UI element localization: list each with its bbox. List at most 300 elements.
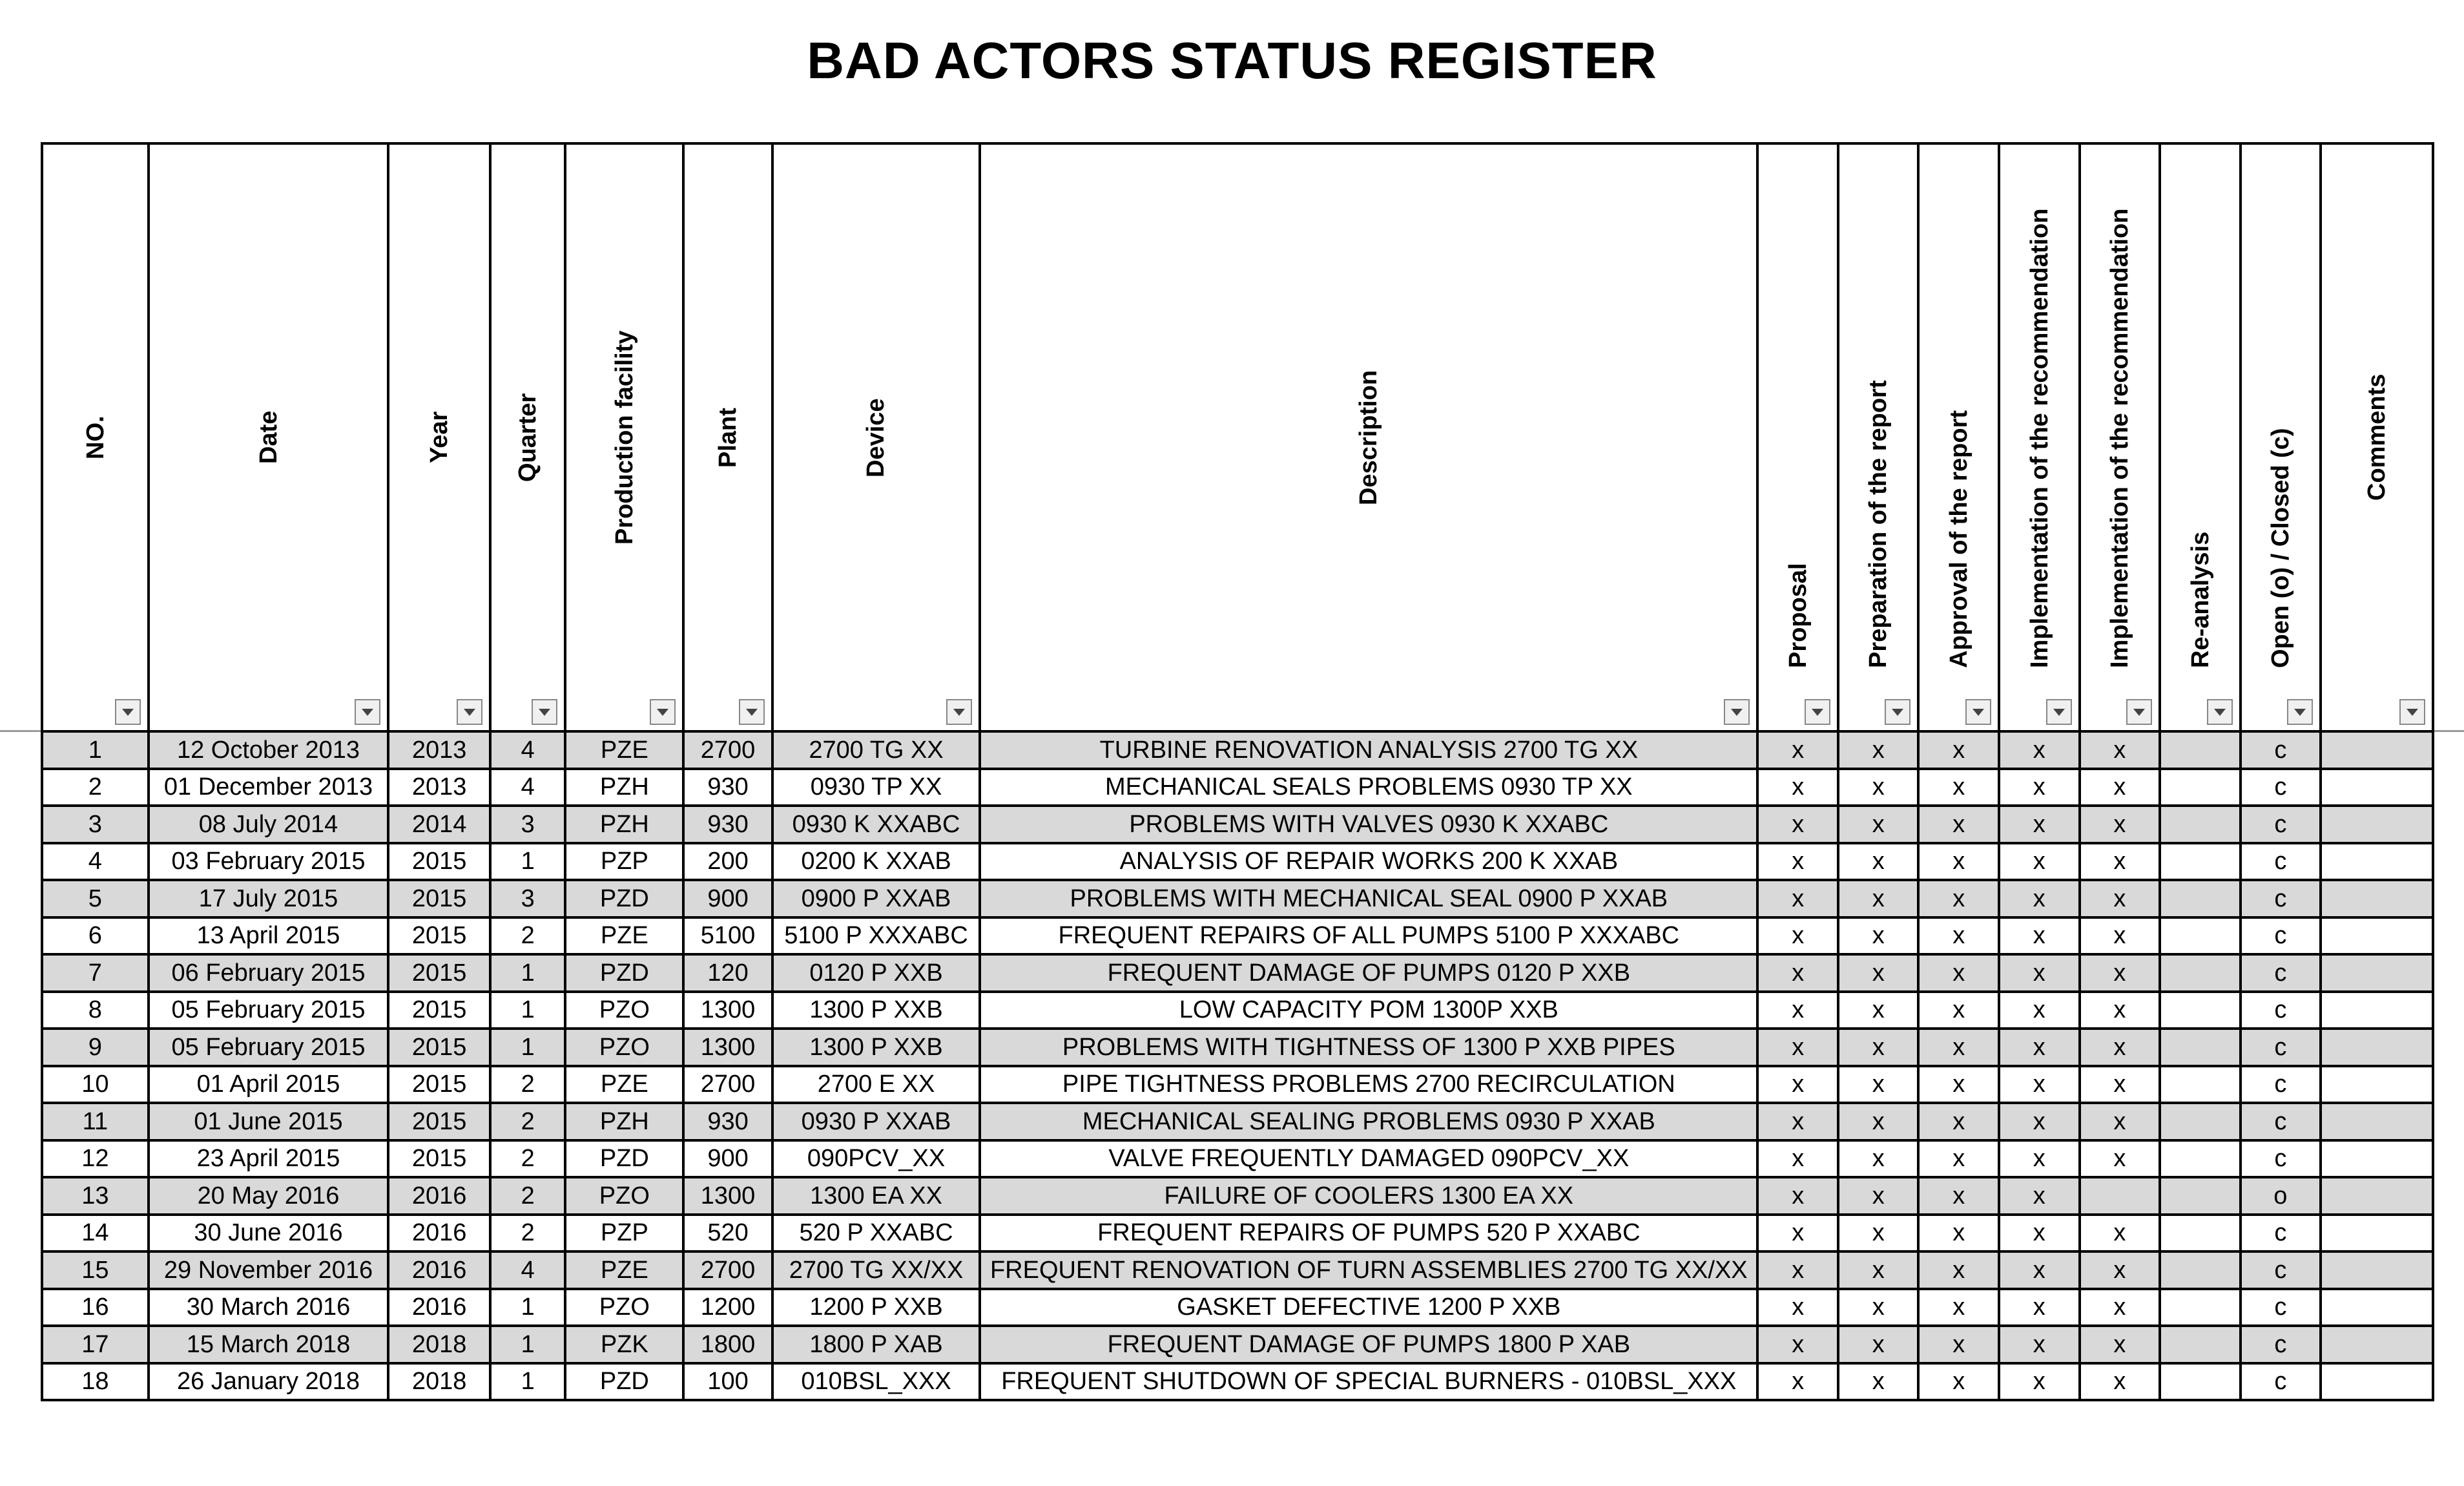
- cell-year[interactable]: 2014: [388, 806, 490, 843]
- cell-prep_report[interactable]: x: [1838, 731, 1919, 769]
- cell-facility[interactable]: PZP: [565, 1215, 683, 1252]
- cell-year[interactable]: 2016: [388, 1177, 490, 1215]
- cell-no[interactable]: 12: [42, 1140, 149, 1178]
- cell-year[interactable]: 2015: [388, 954, 490, 992]
- cell-facility[interactable]: PZP: [565, 843, 683, 881]
- cell-status[interactable]: c: [2241, 806, 2321, 843]
- filter-dropdown-icon[interactable]: [2399, 699, 2425, 725]
- cell-date[interactable]: 01 April 2015: [149, 1066, 389, 1104]
- cell-no[interactable]: 6: [42, 917, 149, 955]
- cell-facility[interactable]: PZD: [565, 1140, 683, 1178]
- cell-year[interactable]: 2015: [388, 992, 490, 1029]
- cell-no[interactable]: 18: [42, 1363, 149, 1401]
- cell-impl_rec_2[interactable]: x: [2080, 769, 2160, 806]
- cell-impl_rec_2[interactable]: x: [2080, 1215, 2160, 1252]
- cell-plant[interactable]: 5100: [683, 917, 772, 955]
- cell-proposal[interactable]: x: [1757, 1103, 1838, 1140]
- cell-impl_rec_2[interactable]: x: [2080, 1103, 2160, 1140]
- cell-date[interactable]: 30 March 2016: [149, 1289, 389, 1326]
- cell-device[interactable]: 0120 P XXB: [772, 954, 980, 992]
- cell-year[interactable]: 2016: [388, 1251, 490, 1289]
- cell-date[interactable]: 03 February 2015: [149, 843, 389, 881]
- cell-proposal[interactable]: x: [1757, 1066, 1838, 1104]
- cell-status[interactable]: o: [2241, 1177, 2321, 1215]
- filter-dropdown-icon[interactable]: [1965, 699, 1991, 725]
- cell-status[interactable]: c: [2241, 880, 2321, 917]
- cell-no[interactable]: 9: [42, 1029, 149, 1066]
- cell-proposal[interactable]: x: [1757, 1251, 1838, 1289]
- cell-plant[interactable]: 1300: [683, 1177, 772, 1215]
- cell-impl_rec_1[interactable]: x: [1999, 769, 2080, 806]
- cell-description[interactable]: FREQUENT DAMAGE OF PUMPS 1800 P XAB: [980, 1326, 1757, 1363]
- cell-quarter[interactable]: 3: [490, 880, 566, 917]
- cell-impl_rec_1[interactable]: x: [1999, 954, 2080, 992]
- cell-comments[interactable]: [2321, 731, 2433, 769]
- cell-approval_report[interactable]: x: [1918, 843, 1999, 881]
- cell-no[interactable]: 7: [42, 954, 149, 992]
- cell-proposal[interactable]: x: [1757, 1177, 1838, 1215]
- cell-date[interactable]: 06 February 2015: [149, 954, 389, 992]
- cell-description[interactable]: FAILURE OF COOLERS 1300 EA XX: [980, 1177, 1757, 1215]
- cell-reanalysis[interactable]: [2160, 1066, 2241, 1104]
- cell-reanalysis[interactable]: [2160, 1289, 2241, 1326]
- cell-facility[interactable]: PZH: [565, 1103, 683, 1140]
- cell-impl_rec_1[interactable]: x: [1999, 1289, 2080, 1326]
- filter-dropdown-icon[interactable]: [355, 699, 380, 725]
- cell-facility[interactable]: PZE: [565, 1251, 683, 1289]
- cell-impl_rec_1[interactable]: x: [1999, 1103, 2080, 1140]
- cell-reanalysis[interactable]: [2160, 731, 2241, 769]
- cell-prep_report[interactable]: x: [1838, 1177, 1919, 1215]
- cell-no[interactable]: 16: [42, 1289, 149, 1326]
- filter-dropdown-icon[interactable]: [115, 699, 141, 725]
- cell-quarter[interactable]: 1: [490, 954, 566, 992]
- filter-dropdown-icon[interactable]: [2287, 699, 2313, 725]
- cell-plant[interactable]: 1800: [683, 1326, 772, 1363]
- cell-reanalysis[interactable]: [2160, 1251, 2241, 1289]
- cell-comments[interactable]: [2321, 1140, 2433, 1178]
- cell-status[interactable]: c: [2241, 1326, 2321, 1363]
- cell-date[interactable]: 01 December 2013: [149, 769, 389, 806]
- cell-description[interactable]: FREQUENT DAMAGE OF PUMPS 0120 P XXB: [980, 954, 1757, 992]
- cell-device[interactable]: 520 P XXABC: [772, 1215, 980, 1252]
- cell-facility[interactable]: PZH: [565, 769, 683, 806]
- cell-impl_rec_1[interactable]: x: [1999, 1363, 2080, 1401]
- cell-date[interactable]: 17 July 2015: [149, 880, 389, 917]
- cell-reanalysis[interactable]: [2160, 954, 2241, 992]
- cell-prep_report[interactable]: x: [1838, 1326, 1919, 1363]
- cell-no[interactable]: 10: [42, 1066, 149, 1104]
- cell-proposal[interactable]: x: [1757, 992, 1838, 1029]
- cell-impl_rec_1[interactable]: x: [1999, 992, 2080, 1029]
- cell-approval_report[interactable]: x: [1918, 1140, 1999, 1178]
- cell-approval_report[interactable]: x: [1918, 917, 1999, 955]
- cell-year[interactable]: 2015: [388, 917, 490, 955]
- filter-dropdown-icon[interactable]: [532, 699, 557, 725]
- cell-status[interactable]: c: [2241, 992, 2321, 1029]
- cell-device[interactable]: 1800 P XAB: [772, 1326, 980, 1363]
- cell-prep_report[interactable]: x: [1838, 1363, 1919, 1401]
- cell-plant[interactable]: 930: [683, 769, 772, 806]
- cell-device[interactable]: 2700 E XX: [772, 1066, 980, 1104]
- cell-date[interactable]: 20 May 2016: [149, 1177, 389, 1215]
- cell-description[interactable]: VALVE FREQUENTLY DAMAGED 090PCV_XX: [980, 1140, 1757, 1178]
- cell-no[interactable]: 13: [42, 1177, 149, 1215]
- cell-plant[interactable]: 100: [683, 1363, 772, 1401]
- cell-date[interactable]: 30 June 2016: [149, 1215, 389, 1252]
- cell-facility[interactable]: PZO: [565, 1177, 683, 1215]
- cell-date[interactable]: 15 March 2018: [149, 1326, 389, 1363]
- cell-year[interactable]: 2018: [388, 1326, 490, 1363]
- cell-quarter[interactable]: 1: [490, 843, 566, 881]
- cell-status[interactable]: c: [2241, 843, 2321, 881]
- cell-plant[interactable]: 1300: [683, 992, 772, 1029]
- cell-impl_rec_1[interactable]: x: [1999, 1215, 2080, 1252]
- cell-device[interactable]: 0200 K XXAB: [772, 843, 980, 881]
- cell-device[interactable]: 010BSL_XXX: [772, 1363, 980, 1401]
- cell-status[interactable]: c: [2241, 1029, 2321, 1066]
- cell-quarter[interactable]: 4: [490, 731, 566, 769]
- cell-description[interactable]: FREQUENT REPAIRS OF ALL PUMPS 5100 P XXXABC: [980, 917, 1757, 955]
- cell-proposal[interactable]: x: [1757, 917, 1838, 955]
- cell-status[interactable]: c: [2241, 769, 2321, 806]
- cell-quarter[interactable]: 2: [490, 1103, 566, 1140]
- cell-prep_report[interactable]: x: [1838, 1029, 1919, 1066]
- cell-facility[interactable]: PZD: [565, 1363, 683, 1401]
- cell-facility[interactable]: PZH: [565, 806, 683, 843]
- cell-description[interactable]: MECHANICAL SEALING PROBLEMS 0930 P XXAB: [980, 1103, 1757, 1140]
- cell-year[interactable]: 2018: [388, 1363, 490, 1401]
- cell-description[interactable]: ANALYSIS OF REPAIR WORKS 200 K XXAB: [980, 843, 1757, 881]
- cell-prep_report[interactable]: x: [1838, 1066, 1919, 1104]
- cell-comments[interactable]: [2321, 880, 2433, 917]
- cell-proposal[interactable]: x: [1757, 769, 1838, 806]
- cell-quarter[interactable]: 4: [490, 769, 566, 806]
- cell-facility[interactable]: PZE: [565, 731, 683, 769]
- cell-description[interactable]: LOW CAPACITY POM 1300P XXB: [980, 992, 1757, 1029]
- cell-reanalysis[interactable]: [2160, 806, 2241, 843]
- cell-approval_report[interactable]: x: [1918, 731, 1999, 769]
- cell-comments[interactable]: [2321, 1251, 2433, 1289]
- cell-description[interactable]: FREQUENT RENOVATION OF TURN ASSEMBLIES 2700 TG XX/XX: [980, 1251, 1757, 1289]
- cell-comments[interactable]: [2321, 1215, 2433, 1252]
- cell-impl_rec_1[interactable]: x: [1999, 917, 2080, 955]
- cell-device[interactable]: 1200 P XXB: [772, 1289, 980, 1326]
- cell-prep_report[interactable]: x: [1838, 1289, 1919, 1326]
- cell-proposal[interactable]: x: [1757, 880, 1838, 917]
- cell-prep_report[interactable]: x: [1838, 843, 1919, 881]
- cell-prep_report[interactable]: x: [1838, 1140, 1919, 1178]
- cell-device[interactable]: 0930 TP XX: [772, 769, 980, 806]
- cell-description[interactable]: FREQUENT REPAIRS OF PUMPS 520 P XXABC: [980, 1215, 1757, 1252]
- cell-quarter[interactable]: 2: [490, 917, 566, 955]
- cell-device[interactable]: 2700 TG XX/XX: [772, 1251, 980, 1289]
- filter-dropdown-icon[interactable]: [739, 699, 765, 725]
- cell-approval_report[interactable]: x: [1918, 1326, 1999, 1363]
- cell-facility[interactable]: PZD: [565, 954, 683, 992]
- cell-impl_rec_1[interactable]: x: [1999, 731, 2080, 769]
- cell-reanalysis[interactable]: [2160, 1215, 2241, 1252]
- cell-quarter[interactable]: 1: [490, 1029, 566, 1066]
- cell-no[interactable]: 17: [42, 1326, 149, 1363]
- cell-status[interactable]: c: [2241, 917, 2321, 955]
- cell-reanalysis[interactable]: [2160, 917, 2241, 955]
- cell-proposal[interactable]: x: [1757, 1215, 1838, 1252]
- cell-proposal[interactable]: x: [1757, 1029, 1838, 1066]
- cell-no[interactable]: 11: [42, 1103, 149, 1140]
- cell-status[interactable]: c: [2241, 1251, 2321, 1289]
- cell-date[interactable]: 01 June 2015: [149, 1103, 389, 1140]
- cell-no[interactable]: 2: [42, 769, 149, 806]
- cell-impl_rec_2[interactable]: x: [2080, 1289, 2160, 1326]
- cell-proposal[interactable]: x: [1757, 1140, 1838, 1178]
- cell-comments[interactable]: [2321, 992, 2433, 1029]
- cell-proposal[interactable]: x: [1757, 843, 1838, 881]
- filter-dropdown-icon[interactable]: [650, 699, 676, 725]
- cell-year[interactable]: 2015: [388, 1140, 490, 1178]
- cell-impl_rec_1[interactable]: x: [1999, 880, 2080, 917]
- cell-comments[interactable]: [2321, 954, 2433, 992]
- cell-no[interactable]: 8: [42, 992, 149, 1029]
- cell-approval_report[interactable]: x: [1918, 769, 1999, 806]
- cell-impl_rec_1[interactable]: x: [1999, 1177, 2080, 1215]
- cell-plant[interactable]: 200: [683, 843, 772, 881]
- cell-approval_report[interactable]: x: [1918, 1177, 1999, 1215]
- cell-reanalysis[interactable]: [2160, 1363, 2241, 1401]
- cell-prep_report[interactable]: x: [1838, 1103, 1919, 1140]
- cell-year[interactable]: 2015: [388, 1066, 490, 1104]
- cell-year[interactable]: 2015: [388, 880, 490, 917]
- cell-status[interactable]: c: [2241, 1363, 2321, 1401]
- cell-impl_rec_2[interactable]: x: [2080, 1066, 2160, 1104]
- cell-reanalysis[interactable]: [2160, 769, 2241, 806]
- cell-no[interactable]: 15: [42, 1251, 149, 1289]
- cell-plant[interactable]: 520: [683, 1215, 772, 1252]
- filter-dropdown-icon[interactable]: [2207, 699, 2233, 725]
- cell-status[interactable]: c: [2241, 1289, 2321, 1326]
- cell-impl_rec_2[interactable]: x: [2080, 1029, 2160, 1066]
- cell-facility[interactable]: PZE: [565, 917, 683, 955]
- cell-date[interactable]: 08 July 2014: [149, 806, 389, 843]
- cell-comments[interactable]: [2321, 1066, 2433, 1104]
- cell-device[interactable]: 0930 P XXAB: [772, 1103, 980, 1140]
- cell-comments[interactable]: [2321, 843, 2433, 881]
- cell-plant[interactable]: 2700: [683, 731, 772, 769]
- cell-impl_rec_2[interactable]: x: [2080, 806, 2160, 843]
- cell-approval_report[interactable]: x: [1918, 1103, 1999, 1140]
- cell-comments[interactable]: [2321, 1363, 2433, 1401]
- cell-quarter[interactable]: 4: [490, 1251, 566, 1289]
- cell-reanalysis[interactable]: [2160, 1029, 2241, 1066]
- cell-approval_report[interactable]: x: [1918, 992, 1999, 1029]
- cell-approval_report[interactable]: x: [1918, 880, 1999, 917]
- cell-prep_report[interactable]: x: [1838, 806, 1919, 843]
- cell-plant[interactable]: 1300: [683, 1029, 772, 1066]
- cell-facility[interactable]: PZD: [565, 880, 683, 917]
- filter-dropdown-icon[interactable]: [1805, 699, 1830, 725]
- cell-approval_report[interactable]: x: [1918, 1289, 1999, 1326]
- cell-prep_report[interactable]: x: [1838, 917, 1919, 955]
- filter-dropdown-icon[interactable]: [1724, 699, 1750, 725]
- cell-device[interactable]: 1300 P XXB: [772, 1029, 980, 1066]
- cell-prep_report[interactable]: x: [1838, 992, 1919, 1029]
- cell-prep_report[interactable]: x: [1838, 1251, 1919, 1289]
- filter-dropdown-icon[interactable]: [2126, 699, 2152, 725]
- filter-dropdown-icon[interactable]: [946, 699, 972, 725]
- cell-reanalysis[interactable]: [2160, 1326, 2241, 1363]
- cell-quarter[interactable]: 1: [490, 1289, 566, 1326]
- cell-quarter[interactable]: 1: [490, 1326, 566, 1363]
- cell-no[interactable]: 5: [42, 880, 149, 917]
- cell-proposal[interactable]: x: [1757, 1363, 1838, 1401]
- filter-dropdown-icon[interactable]: [2046, 699, 2072, 725]
- cell-plant[interactable]: 1200: [683, 1289, 772, 1326]
- cell-impl_rec_2[interactable]: x: [2080, 1251, 2160, 1289]
- cell-device[interactable]: 0900 P XXAB: [772, 880, 980, 917]
- cell-description[interactable]: GASKET DEFECTIVE 1200 P XXB: [980, 1289, 1757, 1326]
- cell-no[interactable]: 14: [42, 1215, 149, 1252]
- cell-year[interactable]: 2015: [388, 1103, 490, 1140]
- cell-proposal[interactable]: x: [1757, 1326, 1838, 1363]
- cell-status[interactable]: c: [2241, 1140, 2321, 1178]
- cell-comments[interactable]: [2321, 917, 2433, 955]
- cell-device[interactable]: 1300 EA XX: [772, 1177, 980, 1215]
- filter-dropdown-icon[interactable]: [457, 699, 482, 725]
- cell-prep_report[interactable]: x: [1838, 769, 1919, 806]
- cell-no[interactable]: 1: [42, 731, 149, 769]
- cell-impl_rec_2[interactable]: x: [2080, 731, 2160, 769]
- cell-reanalysis[interactable]: [2160, 880, 2241, 917]
- cell-prep_report[interactable]: x: [1838, 954, 1919, 992]
- cell-prep_report[interactable]: x: [1838, 880, 1919, 917]
- cell-device[interactable]: 2700 TG XX: [772, 731, 980, 769]
- cell-impl_rec_2[interactable]: x: [2080, 1140, 2160, 1178]
- cell-approval_report[interactable]: x: [1918, 954, 1999, 992]
- cell-reanalysis[interactable]: [2160, 1103, 2241, 1140]
- cell-quarter[interactable]: 2: [490, 1177, 566, 1215]
- cell-facility[interactable]: PZO: [565, 1029, 683, 1066]
- cell-impl_rec_1[interactable]: x: [1999, 1140, 2080, 1178]
- cell-status[interactable]: c: [2241, 1215, 2321, 1252]
- cell-proposal[interactable]: x: [1757, 806, 1838, 843]
- cell-impl_rec_1[interactable]: x: [1999, 806, 2080, 843]
- cell-description[interactable]: FREQUENT SHUTDOWN OF SPECIAL BURNERS - 010BSL_XXX: [980, 1363, 1757, 1401]
- cell-comments[interactable]: [2321, 1289, 2433, 1326]
- cell-description[interactable]: PROBLEMS WITH TIGHTNESS OF 1300 P XXB PIPES: [980, 1029, 1757, 1066]
- cell-proposal[interactable]: x: [1757, 731, 1838, 769]
- cell-impl_rec_1[interactable]: x: [1999, 1029, 2080, 1066]
- cell-impl_rec_2[interactable]: x: [2080, 1326, 2160, 1363]
- cell-plant[interactable]: 900: [683, 880, 772, 917]
- cell-prep_report[interactable]: x: [1838, 1215, 1919, 1252]
- cell-date[interactable]: 12 October 2013: [149, 731, 389, 769]
- cell-date[interactable]: 05 February 2015: [149, 1029, 389, 1066]
- cell-reanalysis[interactable]: [2160, 1140, 2241, 1178]
- filter-dropdown-icon[interactable]: [1885, 699, 1910, 725]
- cell-reanalysis[interactable]: [2160, 1177, 2241, 1215]
- cell-facility[interactable]: PZK: [565, 1326, 683, 1363]
- cell-impl_rec_2[interactable]: x: [2080, 954, 2160, 992]
- cell-reanalysis[interactable]: [2160, 843, 2241, 881]
- cell-device[interactable]: 090PCV_XX: [772, 1140, 980, 1178]
- cell-impl_rec_2[interactable]: x: [2080, 917, 2160, 955]
- cell-plant[interactable]: 930: [683, 806, 772, 843]
- cell-year[interactable]: 2016: [388, 1289, 490, 1326]
- cell-plant[interactable]: 900: [683, 1140, 772, 1178]
- cell-approval_report[interactable]: x: [1918, 1215, 1999, 1252]
- cell-reanalysis[interactable]: [2160, 992, 2241, 1029]
- cell-quarter[interactable]: 3: [490, 806, 566, 843]
- cell-quarter[interactable]: 2: [490, 1215, 566, 1252]
- cell-description[interactable]: PIPE TIGHTNESS PROBLEMS 2700 RECIRCULATION: [980, 1066, 1757, 1104]
- cell-approval_report[interactable]: x: [1918, 1363, 1999, 1401]
- cell-description[interactable]: PROBLEMS WITH MECHANICAL SEAL 0900 P XXAB: [980, 880, 1757, 917]
- cell-device[interactable]: 5100 P XXXABC: [772, 917, 980, 955]
- cell-year[interactable]: 2013: [388, 769, 490, 806]
- cell-date[interactable]: 29 November 2016: [149, 1251, 389, 1289]
- cell-comments[interactable]: [2321, 1029, 2433, 1066]
- cell-no[interactable]: 4: [42, 843, 149, 881]
- cell-quarter[interactable]: 2: [490, 1140, 566, 1178]
- cell-year[interactable]: 2015: [388, 843, 490, 881]
- cell-comments[interactable]: [2321, 1326, 2433, 1363]
- cell-facility[interactable]: PZO: [565, 1289, 683, 1326]
- cell-proposal[interactable]: x: [1757, 1289, 1838, 1326]
- cell-status[interactable]: c: [2241, 1103, 2321, 1140]
- cell-year[interactable]: 2015: [388, 1029, 490, 1066]
- cell-quarter[interactable]: 2: [490, 1066, 566, 1104]
- cell-comments[interactable]: [2321, 1177, 2433, 1215]
- cell-impl_rec_2[interactable]: [2080, 1177, 2160, 1215]
- cell-description[interactable]: MECHANICAL SEALS PROBLEMS 0930 TP XX: [980, 769, 1757, 806]
- cell-status[interactable]: c: [2241, 954, 2321, 992]
- cell-quarter[interactable]: 1: [490, 1363, 566, 1401]
- cell-impl_rec_1[interactable]: x: [1999, 1326, 2080, 1363]
- cell-approval_report[interactable]: x: [1918, 1251, 1999, 1289]
- cell-description[interactable]: PROBLEMS WITH VALVES 0930 K XXABC: [980, 806, 1757, 843]
- cell-year[interactable]: 2016: [388, 1215, 490, 1252]
- cell-date[interactable]: 13 April 2015: [149, 917, 389, 955]
- cell-status[interactable]: c: [2241, 731, 2321, 769]
- cell-impl_rec_1[interactable]: x: [1999, 1251, 2080, 1289]
- cell-plant[interactable]: 2700: [683, 1066, 772, 1104]
- cell-facility[interactable]: PZO: [565, 992, 683, 1029]
- cell-date[interactable]: 26 January 2018: [149, 1363, 389, 1401]
- cell-approval_report[interactable]: x: [1918, 1066, 1999, 1104]
- cell-approval_report[interactable]: x: [1918, 806, 1999, 843]
- cell-date[interactable]: 23 April 2015: [149, 1140, 389, 1178]
- cell-impl_rec_2[interactable]: x: [2080, 880, 2160, 917]
- cell-impl_rec_2[interactable]: x: [2080, 843, 2160, 881]
- cell-plant[interactable]: 930: [683, 1103, 772, 1140]
- cell-status[interactable]: c: [2241, 1066, 2321, 1104]
- cell-comments[interactable]: [2321, 806, 2433, 843]
- cell-impl_rec_2[interactable]: x: [2080, 1363, 2160, 1401]
- cell-plant[interactable]: 120: [683, 954, 772, 992]
- cell-impl_rec_2[interactable]: x: [2080, 992, 2160, 1029]
- cell-year[interactable]: 2013: [388, 731, 490, 769]
- cell-quarter[interactable]: 1: [490, 992, 566, 1029]
- cell-plant[interactable]: 2700: [683, 1251, 772, 1289]
- cell-impl_rec_1[interactable]: x: [1999, 1066, 2080, 1104]
- cell-comments[interactable]: [2321, 1103, 2433, 1140]
- cell-facility[interactable]: PZE: [565, 1066, 683, 1104]
- cell-approval_report[interactable]: x: [1918, 1029, 1999, 1066]
- cell-device[interactable]: 1300 P XXB: [772, 992, 980, 1029]
- cell-impl_rec_1[interactable]: x: [1999, 843, 2080, 881]
- cell-proposal[interactable]: x: [1757, 954, 1838, 992]
- cell-date[interactable]: 05 February 2015: [149, 992, 389, 1029]
